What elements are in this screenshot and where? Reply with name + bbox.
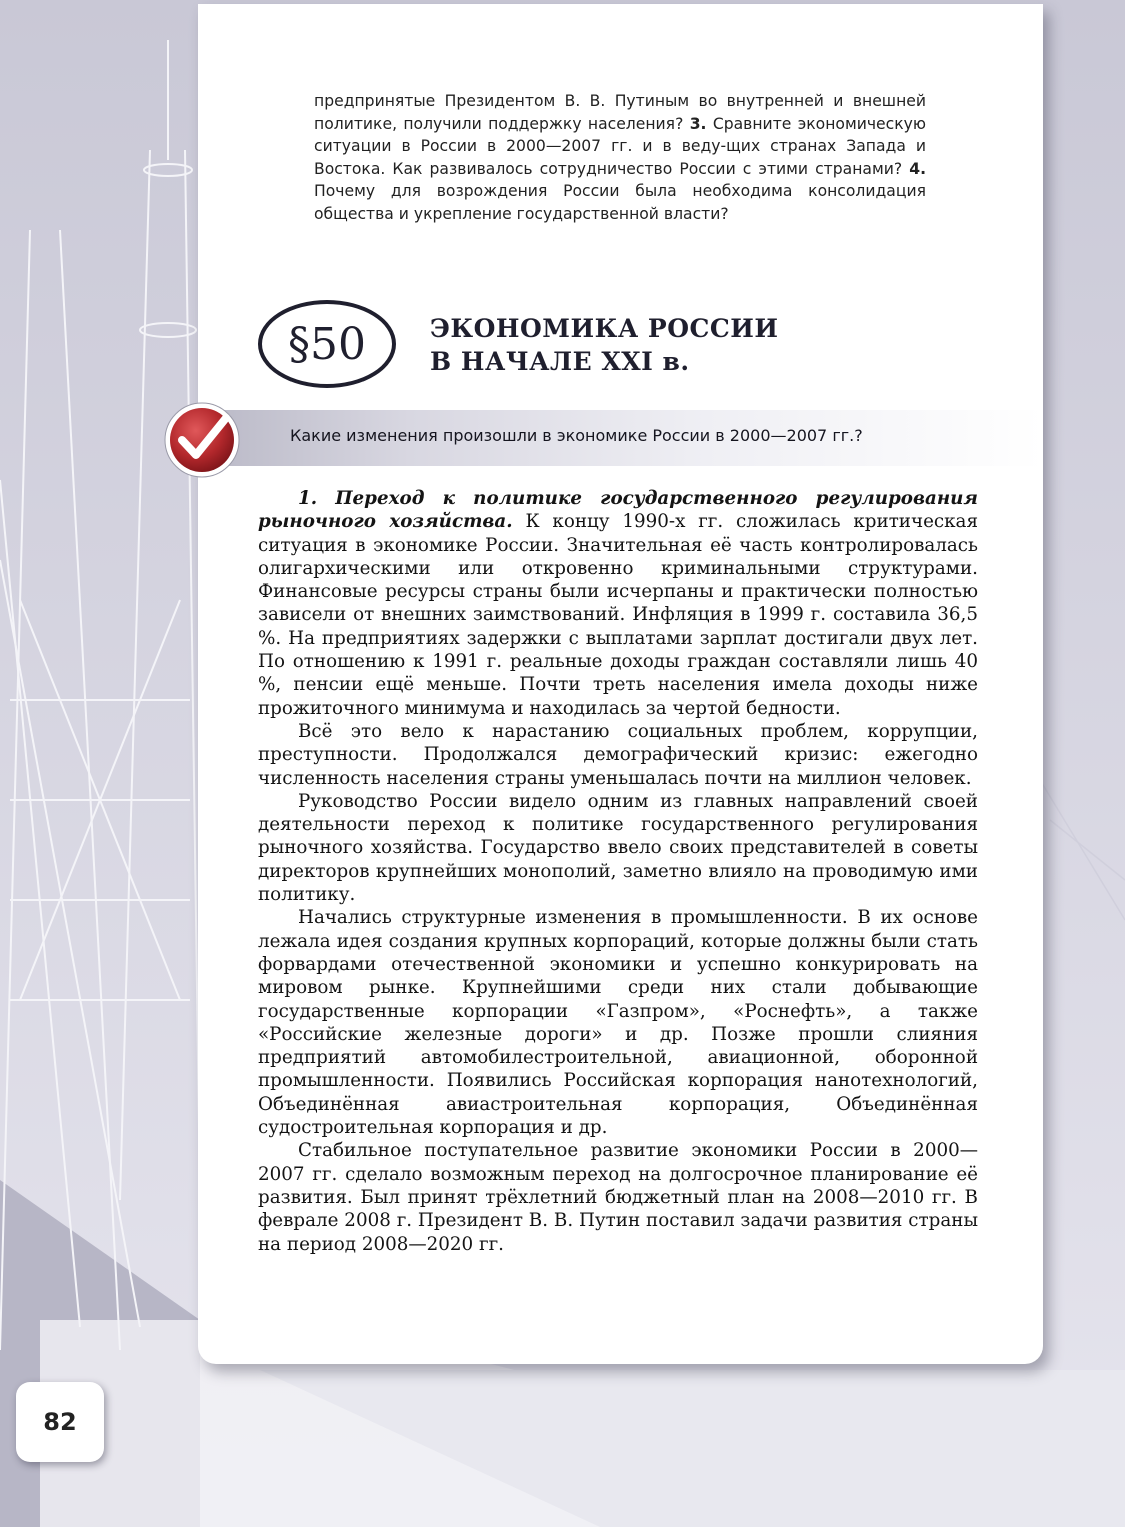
review-questions (314, 90, 926, 226)
body-paragraph-1-text: К концу 1990-х гг. сложилась критическая ситуация в экономике России. Значительная её часть контролировалась олигархическими или откровенно криминальными структурами. Финансовые ресурсы страны были исчерпаны и практически полностью зависели от внешних заимствований. Инфляция в 1999 г. составила 36,5 %. На предприятиях задержки с выплатами зарплат достигали двух лет. По отношению к 1991 г. реальные доходы граждан составляли лишь 40 %, пенсии ещё меньше. Почти треть населения имела доходы ниже прожиточного минимума и находилась за чертой бедности. (258, 511, 978, 719)
review-q4-number: 4. (909, 159, 926, 178)
checkmark-icon (162, 400, 242, 480)
section-title-line-1: ЭКОНОМИКА РОССИИ (430, 314, 779, 343)
subsection-heading: 1. Переход к политике государственного регулирования рыночного хозяйства. (258, 488, 978, 533)
review-q4-text: Почему для возрождения России была необходима консолидация общества и укрепление государственной власти? (314, 182, 926, 223)
section-title-line-2: В НАЧАЛЕ XXI в. (430, 347, 690, 376)
section-title (430, 312, 779, 378)
body-paragraph-4: Начались структурные изменения в промышленности. В их основе лежала идея создания крупных корпораций, которые должны были стать форвардами отечественной экономики и успешно конкурировать на мировом рынке. Крупнейшими среди них стали добывающие государственные корпорации «Газпром», «Роснефть», а также «Российские железные дороги» и др. Позже прошли слияния предприятий автомобилестроительной, авиационной, оборонной промышленности. Появились Российская корпорация нанотехнологий, Объединённая авиастроительная корпорация, Объединённая судостроительная корпорация и др. (258, 907, 978, 1139)
section-number-badge: §50 (258, 300, 396, 388)
review-q3-text: Сравните экономическую ситуации в России в 2000—2007 гг. и в веду-щих странах Запада и Востока. Как развивалось сотрудничество России с этими странами? (314, 114, 927, 178)
body-paragraph-2: Всё это вело к нарастанию социальных проблем, коррупции, преступности. Продолжался демографический кризис: ежегодно численность населения страны уменьшалась почти на миллион человек. (258, 720, 978, 789)
section-body (258, 487, 978, 1256)
page-number: 82 (16, 1382, 104, 1462)
guiding-question: Какие изменения произошли в экономике России в 2000—2007 гг.? (290, 426, 863, 445)
body-paragraph-5: Стабильное поступательное развитие экономики России в 2000—2007 гг. сделало возможным переход на долгосрочное планирование её развития. Был принят трёхлетний бюджетный план на 2008—2010 гг. В феврале 2008 г. Президент В. В. Путин поставил задачи развития страны на период 2008—2020 гг. (258, 1140, 978, 1255)
body-paragraph-1 (258, 487, 978, 720)
review-q3-number: 3. (689, 114, 707, 133)
review-q2-text: предпринятые Президентом В. В. Путиным во внутренней и внешней политике, получили поддержку населения? (314, 92, 926, 133)
body-paragraph-3: Руководство России видело одним из главных направлений своей деятельности переход к политике государственного регулирования рыночного хозяйства. Государство ввело своих представителей в советы директоров крупнейших монополий, заметно влияло на проводимую ими политику. (258, 790, 978, 906)
